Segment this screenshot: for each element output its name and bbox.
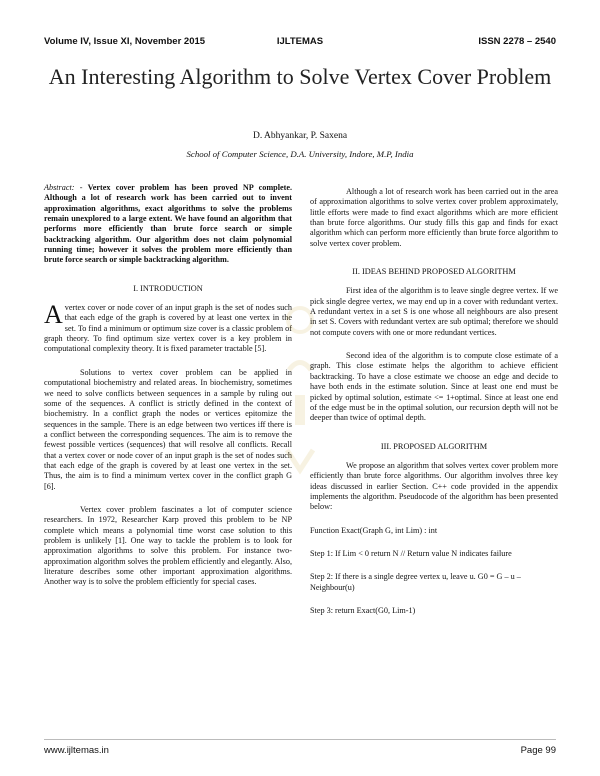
- intro-paragraph-1: [44, 300, 292, 355]
- volume-info: Volume IV, Issue XI, November 2015: [44, 36, 206, 47]
- abstract-text: Vertex cover problem has been proved NP complete. Although a lot of research work has been carried out to invent approximation algorithms, exact algorithms to solve the problems remain unexplored to a large extent. We have found an algorithm that performs more efficiently than brute force search or simple backtracking algorithm. Our algorithm does not claim polynomial running time; however it solves the problem more efficiently than brute force search or simple backtracking algorithm.: [44, 183, 293, 265]
- footer-rule: [44, 739, 556, 740]
- authors: D. Abhyankar, P. Saxena: [252, 131, 348, 141]
- abstract: [44, 183, 292, 266]
- drop-cap: A: [44, 300, 63, 330]
- section-heading-ideas: II. IDEAS BEHIND PROPOSED ALGORITHM: [352, 267, 516, 277]
- issn: ISSN 2278 – 2540: [478, 36, 556, 47]
- running-header: [44, 36, 556, 50]
- intro-paragraph-2: Solutions to vertex cover problem can be applied in computational biochemistry and related areas. In biochemistry, sometimes we need to solve conflicts between sequences in a sample by ruling out some of the sequences. A conflict is strictly defined in the context of biochemistry. In a conflict graph the nodes or vertices epitomize the sequences in the sample. There is an edge between two vertices iff there is a conflict between the corresponding sequences. The aim is to remove the fewest possible vertices (sequences) that will resolve all conflicts. Recall that a vertex cover or node cover of an input graph is the set of nodes such that each edge of the graph is covered by at least one vertex in the set. Thus, the aim is to find a minimum vertex cover in the conflict graph G [6].: [44, 367, 292, 491]
- pseudocode-step-1: Step 1: If Lim < 0 return N // Return value N indicates failure: [310, 548, 512, 558]
- section-heading-algorithm: III. PROPOSED ALGORITHM: [380, 441, 488, 451]
- ideas-paragraph-1: First idea of the algorithm is to leave single degree vertex. If we pick single degree vertex, we may end up in a cover with redundant vertex. A redundant vertex in a set S is one whose all neighbours are also present in set S. Covers with redundant vertex are sub optimal; therefore we should not compute covers with one or more redundant vertices.: [310, 286, 558, 337]
- running-footer: [44, 745, 556, 759]
- ideas-paragraph-2: Second idea of the algorithm is to compute close estimate of a graph. This close estimate helps the algorithm to achieve efficient backtracking. To have a close estimate we choose an edge and decide to have both ends in the estimate solution. Since at least one end must be picked by optimal solution, estimate <= 1+optimal. Since at least one end of the edge must be in the optimal solution, our recursion depth will not be deeper than twice of optimal depth.: [310, 351, 558, 423]
- pseudocode-function: Function Exact(Graph G, int Lim) : int: [310, 525, 438, 535]
- abstract-lead: Abstract: -: [44, 183, 83, 192]
- intro-paragraph-3: Vertex cover problem fascinates a lot of computer science researchers. In 1972, Researcher Karp proved this problem to be NP complete which means a polynomial time worst case solution to this problem is unlikely [1]. One way to tackle the problem is to look for approximation algorithms to solve this problem. For instance two-approximation algorithm solves the problem efficiently and elegantly. Also, literature describes some other important approximation algorithms. Another way is to solve the problem efficiently for special cases.: [44, 504, 292, 587]
- page-number: Page 99: [520, 745, 556, 756]
- journal-name: IJLTEMAS: [276, 36, 324, 47]
- pseudocode-step-3: Step 3: return Exact(G0, Lim-1): [310, 605, 416, 615]
- pseudocode-step-2: Step 2: If there is a single degree vertex u, leave u. G0 = G – u – Neighbour(u): [310, 572, 521, 592]
- affiliation: School of Computer Science, D.A. University, Indore, M.P, India: [186, 149, 414, 159]
- paper-title: An Interesting Algorithm to Solve Vertex Cover Problem: [48, 64, 552, 89]
- pseudocode: [310, 513, 558, 617]
- left-column: [44, 183, 292, 588]
- section-heading-introduction: I. INTRODUCTION: [133, 283, 203, 293]
- right-column: [310, 187, 558, 616]
- intro-paragraph-1-text: vertex cover or node cover of an input graph is the set of nodes such that each edge of the graph is covered by at least one vertex in the set. To find a minimum or optimum size cover is a classic problem of graph theory. To find optimum size vertex cover is a key problem in computational complexity theory. It is fixed parameter tractable [5].: [44, 303, 292, 354]
- algorithm-paragraph: We propose an algorithm that solves vertex cover problem more efficiently than brute force algorithms. Our algorithm involves three key ideas discussed in earlier Section. C++ code provided in the appendix implements the algorithm. Pseudocode of the algorithm has been presented below:: [310, 460, 558, 512]
- journal-website: www.ijltemas.in: [44, 745, 109, 756]
- right-intro-paragraph: Although a lot of research work has been carried out in the area of approximation algorithms to solve vertex cover problem approximately, little efforts were made to find exact algorithms which are more efficient than brute force algorithms. Our study fills this gap and finds for exact algorithm which can perform more efficiently than brute force algorithm to solve vertex cover problem.: [310, 187, 558, 248]
